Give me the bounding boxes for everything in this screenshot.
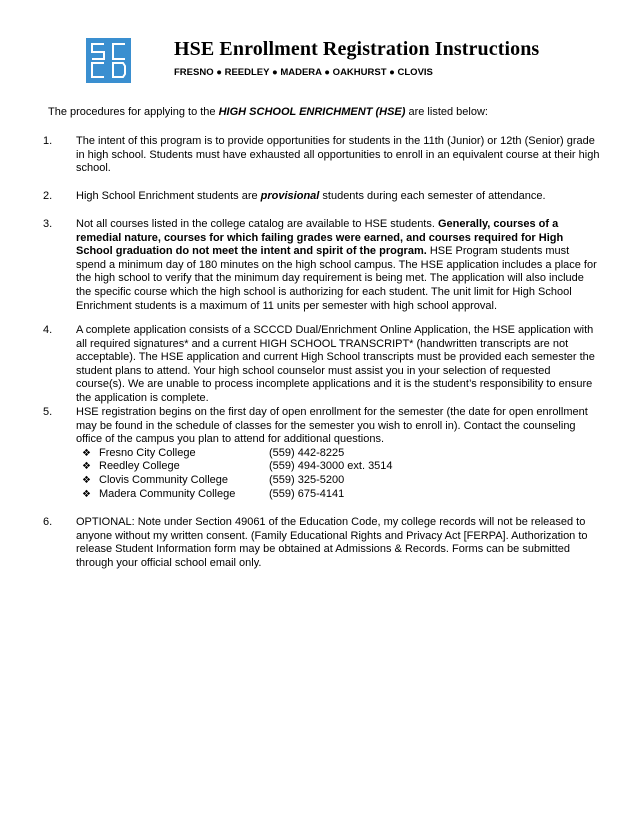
college-row [76,447,601,461]
college-name: Madera Community College [99,487,236,500]
college-name: Reedley College [99,460,180,473]
campus-list: FRESNO ● REEDLEY ● MADERA ● OAKHURST ● CLOVIS [174,67,433,78]
college-name: Fresno City College [99,446,196,459]
item-text: A complete application consists of a SCCCD Dual/Enrichment Online Application, the HSE application with all required signatures* and a current HIGH SCHOOL TRANSCRIPT* (handwritten transcripts are not acceptable). The HSE application and current High School transcripts must be provided each semester the student plans to attend. Your high school counselor must assist you in your selection of requested course(s). We are unable to process incomplete applications and it is the student’s responsibility to ensure the application is complete. [76,324,595,404]
item-number: 5. [43,406,53,418]
item-number: 6. [43,516,53,528]
item-number: 2. [43,190,53,202]
college-row [76,460,601,474]
college-phone: (559) 442-8225 [269,446,345,459]
college-phone: (559) 675-4141 [269,487,345,500]
diamond-bullet-icon: ❖ [82,474,91,486]
diamond-bullet-icon: ❖ [82,447,91,459]
item-text: OPTIONAL: Note under Section 49061 of the Education Code, my college records will not be released to anyone without my written consent. (Family Educational Rights and Privacy Act [FERPA]. Authorization to release Student Information form may be obtained at Admissions & Records. Forms can be submitted through your official school email only. [76,516,588,569]
item-text: Not all courses listed in the college catalog are available to HSE students. Generally, courses of a remedial nature, courses for which failing grades were earned, and courses required for High School graduation do not meet the intent and spirit of the program. HSE Program students must spend a minimum day of 180 minutes on the high school campus. The HSE application includes a place for the high school to verify that the minimum day requirement is being met. The application will also include the specific course which the high school is authorizing for each student. The unit limit for High School Enrichment students is a maximum of 11 units per semester with high school approval. [76,218,597,312]
college-phone: (559) 494-3000 ext. 3514 [269,460,393,473]
college-phone: (559) 325-5200 [269,473,345,486]
diamond-bullet-icon: ❖ [82,488,91,500]
item-text: The intent of this program is to provide opportunities for students in the 11th (Junior) or 12th (Senior) grade in high school. Students must have exhausted all opportunities to enroll in an equivalent course at their high school. [76,135,600,175]
college-row [76,488,601,502]
item-text: High School Enrichment students are provisional students during each semester of attendance. [76,190,546,202]
item-number: 3. [43,218,53,230]
sccc-logo [86,38,131,83]
page-title: HSE Enrollment Registration Instructions [174,38,540,60]
college-contact-list [76,447,601,501]
college-row [76,474,601,488]
item-number: 1. [43,135,53,147]
college-name: Clovis Community College [99,473,228,486]
item-number: 4. [43,324,53,336]
diamond-bullet-icon: ❖ [82,461,91,473]
intro-paragraph: The procedures for applying to the HIGH SCHOOL ENRICHMENT (HSE) are listed below: [48,106,488,118]
item-text: HSE registration begins on the first day of open enrollment for the semester (the date for open enrollment may be found in the schedule of classes for the semester you wish to enroll in). Contact the counseling office of the campus you plan to attend for additional questions. [76,406,588,446]
